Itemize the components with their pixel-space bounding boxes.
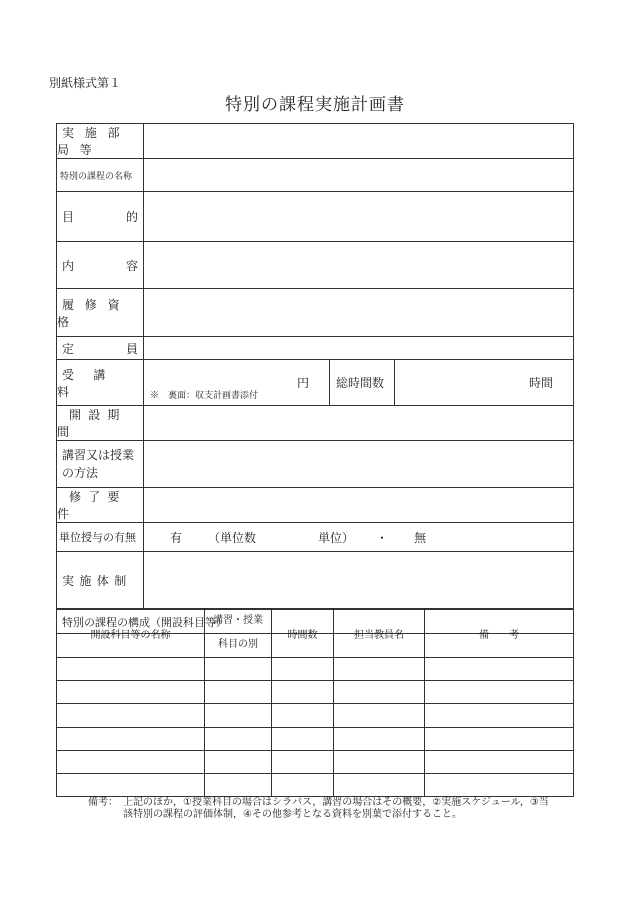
- total-hours-field[interactable]: [395, 360, 574, 406]
- system-field[interactable]: [144, 552, 574, 610]
- method-field[interactable]: [144, 441, 574, 488]
- fee-label: 受講料: [57, 360, 144, 406]
- subjects-heading: 特別の課程の構成（開設科目等）: [57, 610, 574, 634]
- dept-label: 実施部局等: [57, 124, 144, 159]
- table-row[interactable]: [57, 658, 574, 681]
- capacity-label: 定 員: [57, 337, 144, 360]
- col-hours: 時間数: [272, 609, 334, 658]
- table-row[interactable]: [57, 751, 574, 774]
- table-row[interactable]: [57, 704, 574, 728]
- footnote-label: 備考：: [88, 797, 118, 808]
- method-label: 講習又は授業 の方法: [57, 441, 144, 488]
- plan-form-table: [56, 123, 574, 634]
- purpose-field[interactable]: [144, 192, 574, 242]
- total-hours-label: 総時間数: [330, 360, 395, 406]
- fee-unit: 円: [296, 376, 309, 390]
- credit-units-close: 単位）: [318, 530, 355, 545]
- course-name-label: 特別の課程の名称: [57, 159, 144, 192]
- course-name-field[interactable]: [144, 159, 574, 192]
- period-label: 開設期間: [57, 406, 144, 441]
- eligibility-field[interactable]: [144, 289, 574, 337]
- purpose-label: 目 的: [57, 192, 144, 242]
- credit-no-option[interactable]: 無: [414, 530, 427, 545]
- eligibility-label: 履修資格: [57, 289, 144, 337]
- content-label: 内 容: [57, 242, 144, 289]
- completion-label: 修了要件: [57, 488, 144, 523]
- form-reference: 別紙様式第１: [49, 76, 122, 90]
- completion-field[interactable]: [144, 488, 574, 523]
- footnote: [88, 797, 558, 821]
- col-subject-name: 開設科目等の名称: [57, 609, 205, 658]
- subjects-table: [56, 608, 574, 797]
- table-row[interactable]: [57, 728, 574, 751]
- dept-field[interactable]: [144, 124, 574, 159]
- credit-separator: ・: [376, 530, 389, 545]
- document-title: 特別の課程実施計画書: [225, 95, 405, 115]
- col-remarks: 備 考: [425, 609, 574, 658]
- col-instructor: 担当教員名: [334, 609, 425, 658]
- capacity-field[interactable]: [144, 337, 574, 360]
- system-label: 実施体制: [57, 552, 144, 610]
- col-subject-type: 講習・授業 科目の別: [205, 609, 272, 658]
- fee-note: ※ 裏面：収支計画書添付: [150, 391, 259, 401]
- subjects-header-row: [57, 609, 574, 658]
- credit-field[interactable]: [144, 523, 574, 552]
- table-row[interactable]: [57, 774, 574, 797]
- period-field[interactable]: [144, 406, 574, 441]
- table-row[interactable]: [57, 681, 574, 704]
- footnote-text: 上記のほか，①授業科目の場合はシラバス，講習の場合はその概要，②実施スケジュール，③当該特別の課程の評価体制，④その他参考となる資料を別葉で添付すること。: [123, 797, 549, 820]
- credit-label: 単位授与の有無: [57, 523, 144, 552]
- credit-units-open: （単位数: [208, 530, 257, 545]
- credit-yes-option[interactable]: 有: [170, 530, 183, 545]
- content-field[interactable]: [144, 242, 574, 289]
- fee-field[interactable]: [144, 360, 330, 406]
- hours-unit: 時間: [529, 376, 554, 390]
